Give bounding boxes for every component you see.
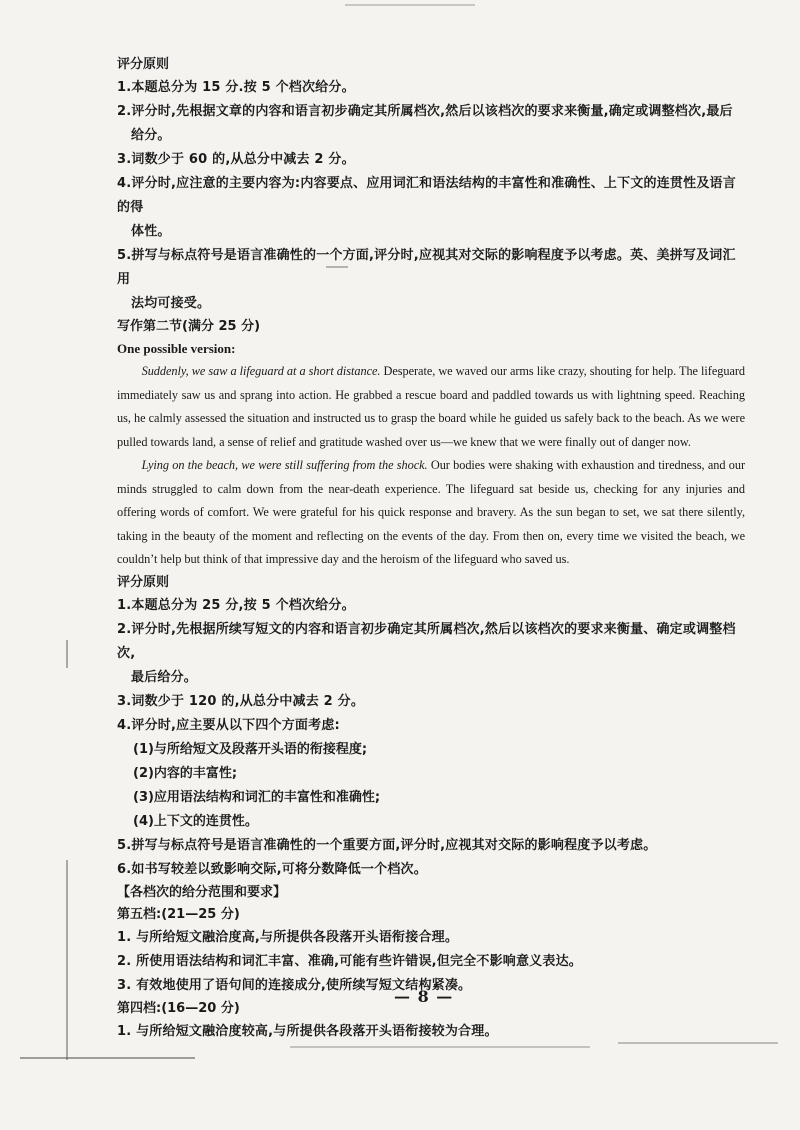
item-number: 2.: [117, 104, 132, 119]
item-text: 法均可接受。: [131, 296, 211, 311]
item-number: 2.: [117, 621, 132, 637]
principle-item: [117, 714, 745, 738]
scoring-principles-list-1: [117, 76, 745, 316]
item-text: 评分时,应注意的主要内容为:内容要点、应用词汇和语法结构的丰富性和准确性、上下文的连贯性及语言的得: [117, 176, 736, 215]
principle-item: [117, 172, 745, 244]
principle-item: [117, 148, 745, 172]
item-text: 评分时,先根据所续写短文的内容和语言初步确定其所属档次,然后以该档次的要求来衡量、确定或调整档次,: [117, 621, 736, 661]
principle-item: [117, 594, 745, 618]
item-number: 6.: [117, 861, 132, 877]
top-scan-mark: [345, 0, 475, 6]
possible-version-label: One possible version:: [117, 341, 236, 356]
item-number: 1.: [117, 597, 132, 613]
level5-requirement: 2. 所使用语法结构和词汇丰富、准确,可能有些许错误,但完全不影响意义表达。: [117, 953, 582, 969]
scoring-principles-heading-2: 评分原则: [117, 574, 170, 590]
essay-para2-body: Our bodies were shaking with exhaustion and tiredness, and our minds struggled to calm down from the near-death experience. The lifeguard sat beside us, checking for any injuries and offering words of comfort. We were grateful for his quick response and bravery. As the sun began to set, we sat there silently, taking in the beauty of the moment and reflecting on the events of the day. From then on, every time we visited the beach, we couldn’t help but think of that impressive day and the heroism of the lifeguard who saved us.: [117, 458, 746, 566]
scan-margin-line-2: [66, 860, 68, 1060]
item-number: 4.: [117, 176, 132, 191]
item-text: 本题总分为 15 分.按 5 个档次给分。: [131, 80, 355, 95]
essay-para2-lead: Lying on the beach, we were still suffering from the shock.: [141, 458, 428, 472]
essay-para1-body: Desperate, we waved our arms like crazy, shouting for help. The lifeguard immediately saw us and sprang into action. He grabbed a rescue board and paddled towards us with lightning speed. Reaching us, he calmly assessed the situation and instructed us to grasp the board while he guided us safely back to the beach. As we were pulled towards land, a sense of relief and gratitude washed over us—we knew that we were finally out of danger now.: [117, 364, 745, 449]
writing-part2-heading: 写作第二节(满分 25 分): [117, 319, 261, 334]
item-text: 最后给分。: [131, 669, 198, 685]
item-text: 体性。: [131, 224, 171, 239]
scan-noise-bottom-center: [290, 1046, 590, 1048]
scoring-principles-list-2: [117, 594, 745, 738]
principle-item: [117, 690, 745, 714]
scan-noise-bottom-right: [618, 1042, 778, 1044]
level5-heading: 第五档:(21—25 分): [117, 906, 240, 922]
item-text: 给分。: [131, 128, 171, 143]
scoring-principles-heading: 评分原则: [117, 57, 170, 72]
scoring-aspect: (4)上下文的连贯性。: [133, 813, 258, 829]
principle-item: [117, 244, 745, 316]
principle-item: [117, 834, 745, 858]
page-number: — 8 —: [394, 987, 454, 1006]
level4-requirement: 1. 与所给短文融洽度较高,与所提供各段落开头语衔接较为合理。: [117, 1023, 498, 1039]
scoring-aspects-list: [117, 738, 745, 834]
item-text: 拼写与标点符号是语言准确性的一个方面,评分时,应视其对交际的影响程度予以考虑。英、美拼写及词汇用: [117, 248, 736, 287]
principle-item: [117, 76, 745, 100]
scoring-aspect: (1)与所给短文及段落开头语的衔接程度;: [133, 741, 368, 757]
scoring-aspect: (3)应用语法结构和词汇的丰富性和准确性;: [133, 789, 381, 805]
principle-item: [117, 618, 745, 690]
essay-paragraph-2: [117, 454, 745, 572]
scoring-principles-list-3: [117, 834, 745, 882]
item-number: 5.: [117, 837, 132, 853]
principle-item: [117, 100, 745, 148]
level4-list: [117, 1020, 745, 1044]
item-text: 评分时,应主要从以下四个方面考虑:: [131, 717, 340, 733]
item-number: 3.: [117, 152, 132, 167]
level4-heading: 第四档:(16—20 分): [117, 1000, 240, 1016]
sample-essay: [117, 360, 745, 572]
item-text: 本题总分为 25 分,按 5 个档次给分。: [131, 597, 355, 613]
level-requirements-heading: 【各档次的给分范围和要求】: [117, 884, 287, 900]
essay-paragraph-1: [117, 360, 745, 454]
scan-speck: [326, 266, 348, 268]
item-number: 3.: [117, 693, 132, 709]
item-text: 评分时,先根据文章的内容和语言初步确定其所属档次,然后以该档次的要求来衡量,确定或调整档次,最后: [131, 104, 733, 119]
item-text: 词数少于 120 的,从总分中减去 2 分。: [131, 693, 365, 709]
level5-requirement: 3. 有效地使用了语句间的连接成分,使所续写短文结构紧凑。: [117, 977, 472, 993]
page-content: [117, 54, 745, 1044]
scan-margin-line: [66, 640, 68, 668]
level5-requirement: 1. 与所给短文融洽度高,与所提供各段落开头语衔接合理。: [117, 929, 459, 945]
scoring-aspect: (2)内容的丰富性;: [133, 765, 238, 781]
item-text: 拼写与标点符号是语言准确性的一个重要方面,评分时,应视其对交际的影响程度予以考虑。: [131, 837, 657, 853]
item-number: 4.: [117, 717, 132, 733]
essay-para1-lead: Suddenly, we saw a lifeguard at a short distance.: [141, 364, 381, 378]
item-text: 如书写较差以致影响交际,可将分数降低一个档次。: [131, 861, 427, 877]
item-number: 1.: [117, 80, 132, 95]
scan-noise-bottom-left: [20, 1057, 195, 1059]
item-number: 5.: [117, 248, 132, 263]
principle-item: [117, 858, 745, 882]
item-text: 词数少于 60 的,从总分中减去 2 分。: [131, 152, 355, 167]
